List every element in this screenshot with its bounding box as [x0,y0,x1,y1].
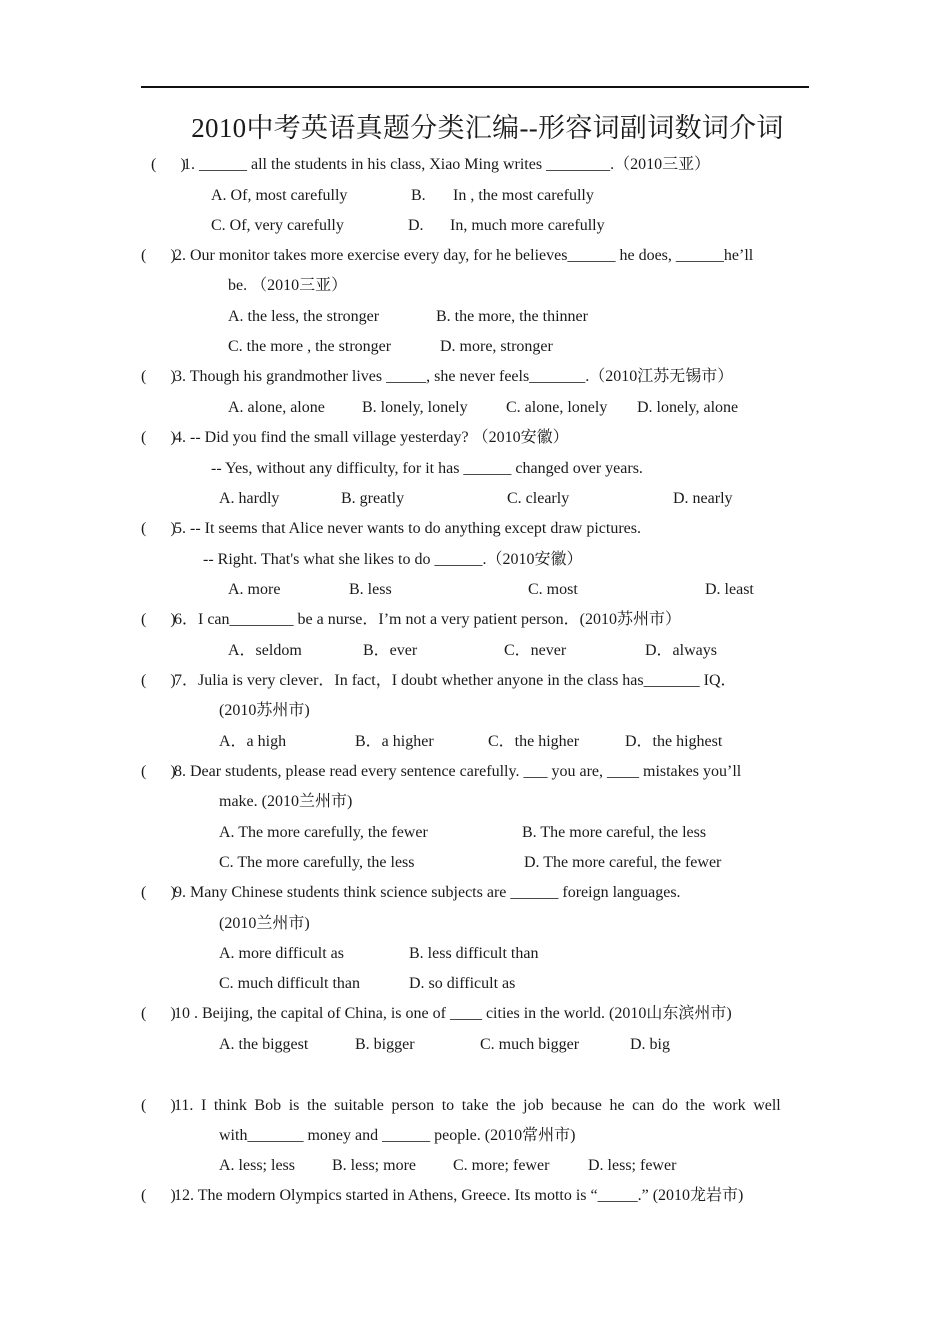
option: D. [408,217,424,234]
question-stem: 9. Many Chinese students think science subjects are ______ foreign languages. [174,884,681,901]
question-stem: 12. The modern Olympics started in Athens, Greece. Its motto is “_____.” (2010龙岩市) [174,1187,744,1204]
option: A. more [228,581,281,598]
option: In, much more carefully [450,217,605,234]
answer-paren: ( ) [141,520,176,537]
option: A. The more carefully, the fewer [219,824,428,841]
option: C. the more , the stronger [228,338,392,355]
option: D. least [705,581,754,598]
question-stem-cont: make. (2010兰州市) [219,793,353,810]
answer-paren: ( ) [141,884,176,901]
option: C．never [504,642,567,659]
option: In , the most carefully [453,187,594,204]
answer-paren: ( ) [141,247,176,264]
option: D．the highest [625,733,723,750]
question-stem-cont: be. （2010三亚） [228,277,348,294]
option: B. lonely, lonely [362,399,468,416]
option: A. less; less [219,1157,295,1174]
option: C. The more carefully, the less [219,854,415,871]
option: D. more, stronger [440,338,553,355]
option: A. alone, alone [228,399,325,416]
answer-paren: ( ) [141,1005,176,1022]
answer-paren: ( ) [141,1097,176,1114]
question-stem: 6．I can________ be a nurse．I’m not a very patient person．(2010苏州市） [174,611,681,628]
question-stem: 7．Julia is very clever．In fact，I doubt whether anyone in the class has_______ IQ． [174,672,737,689]
option: B. greatly [341,490,405,507]
option: A. Of, most carefully [211,187,348,204]
option: C. clearly [507,490,570,507]
option: B. less [349,581,392,598]
question-stem: 1. ______ all the students in his class, Xiao Ming writes ________.（2010三亚） [183,156,711,173]
question-stem-cont: -- Yes, without any difficulty, for it has ______ changed over years. [211,460,643,477]
option: A. the biggest [219,1036,309,1053]
option: C. more; fewer [453,1157,550,1174]
question-stem: 2. Our monitor takes more exercise every day, for he believes______ he does, ______he’ll [174,247,754,264]
question-stem: 10 . Beijing, the capital of China, is one of ____ cities in the world. (2010山东滨州市) [174,1005,732,1022]
answer-paren: ( ) [141,672,176,689]
question-stem-cont: (2010兰州市) [219,915,310,932]
option: B. bigger [355,1036,415,1053]
option: A．seldom [228,642,302,659]
page-title: 2010中考英语真题分类汇编--形容词副词数词介词 [191,113,784,143]
answer-paren: ( ) [151,156,186,173]
option: B. less; more [332,1157,416,1174]
question-stem-cont: -- Right. That's what she likes to do ______.（2010安徽） [203,551,583,568]
option: D. so difficult as [409,975,516,992]
option: B．ever [363,642,418,659]
answer-paren: ( ) [141,763,176,780]
question-stem: 11. I think Bob is the suitable person to take the job because he can do the work well [174,1097,781,1114]
option: C. Of, very carefully [211,217,344,234]
answer-paren: ( ) [141,1187,176,1204]
option: B. less difficult than [409,945,539,962]
option: D. The more careful, the fewer [524,854,722,871]
option: D. less; fewer [588,1157,677,1174]
answer-paren: ( ) [141,368,176,385]
option: D. big [630,1036,670,1053]
option: A. hardly [219,490,280,507]
option: C. much difficult than [219,975,361,992]
option: A. the less, the stronger [228,308,380,325]
option: B. [411,187,426,204]
answer-paren: ( ) [141,429,176,446]
question-stem-cont: with_______ money and ______ people. (2010常州市) [219,1127,576,1144]
option: B．a higher [355,733,434,750]
question-stem: 4. -- Did you find the small village yesterday? （2010安徽） [174,429,569,446]
option: C．the higher [488,733,580,750]
option: C. most [528,581,578,598]
option: C. alone, lonely [506,399,608,416]
option: A. more difficult as [219,945,345,962]
option: B. The more careful, the less [522,824,707,841]
option: B. the more, the thinner [436,308,588,325]
option: C. much bigger [480,1036,580,1053]
question-stem: 5. -- It seems that Alice never wants to do anything except draw pictures. [174,520,641,537]
option: D. nearly [673,490,733,507]
answer-paren: ( ) [141,611,176,628]
question-stem-cont: (2010苏州市) [219,702,310,719]
question-stem: 3. Though his grandmother lives _____, she never feels_______.（2010江苏无锡市） [174,368,734,385]
option: D．always [645,642,717,659]
header-rule [141,86,809,88]
question-stem: 8. Dear students, please read every sentence carefully. ___ you are, ____ mistakes you’ll [174,763,742,780]
option: D. lonely, alone [637,399,739,416]
option: A．a high [219,733,287,750]
